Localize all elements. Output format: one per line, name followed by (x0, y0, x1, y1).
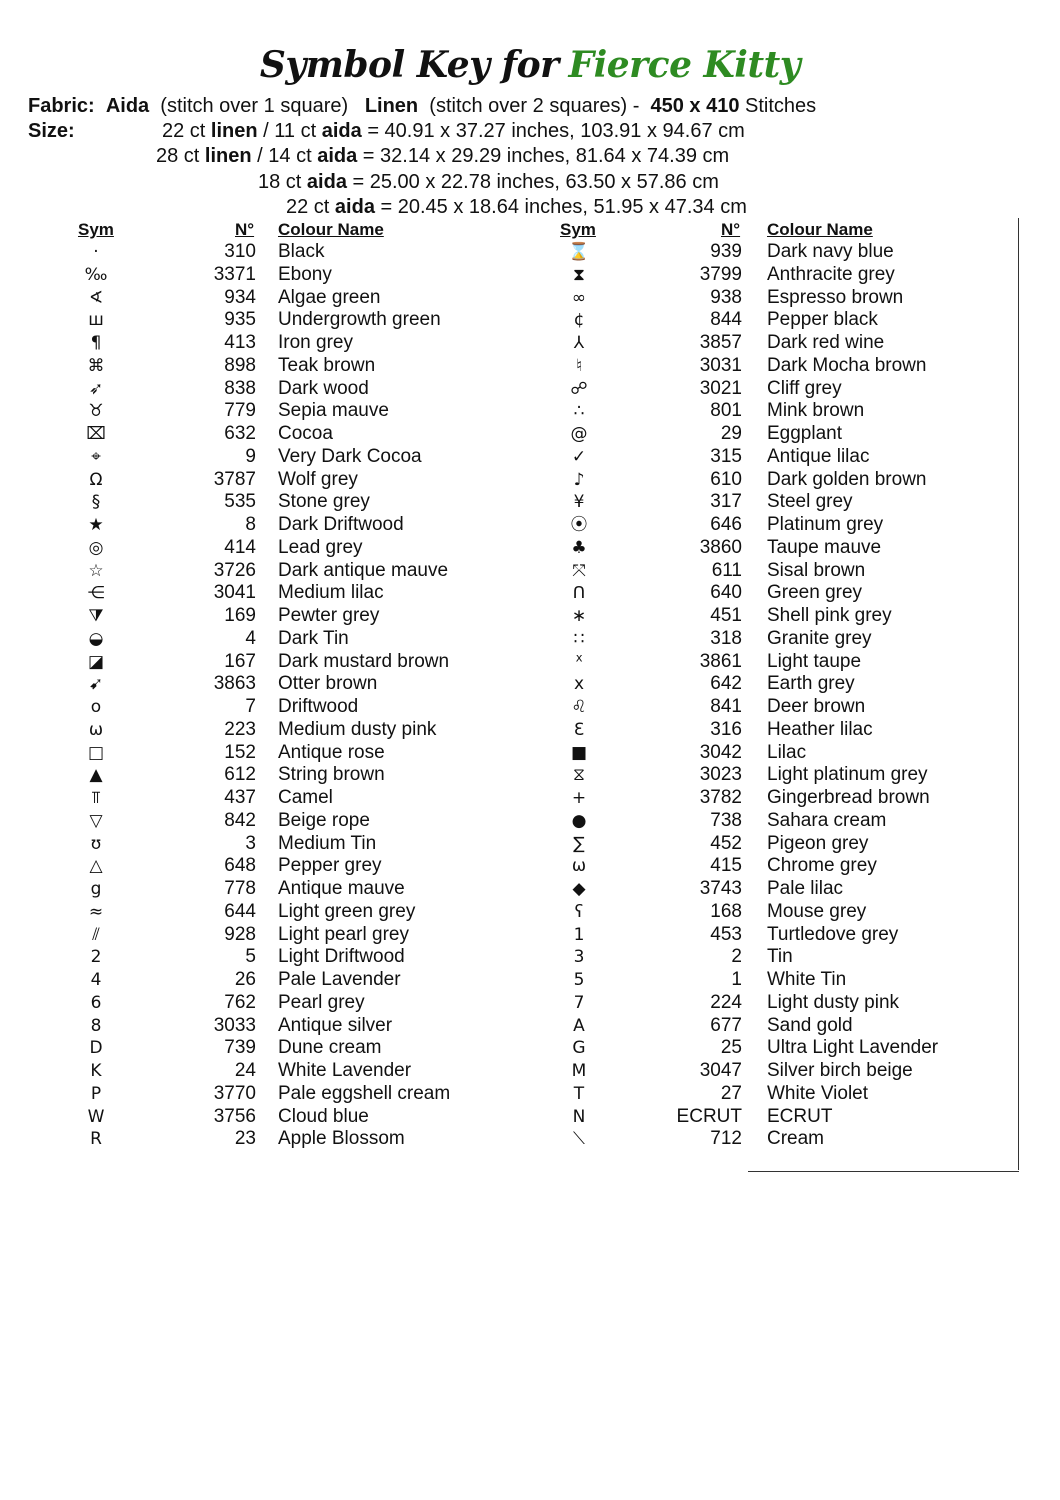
stitch-symbol: ‰ (84, 264, 108, 285)
size-dimensions: = 32.14 x 29.29 inches, 81.64 x 74.39 cm (362, 145, 730, 167)
colour-name: Camel (278, 787, 333, 808)
fabric-linen: Linen (364, 95, 419, 117)
stitch-symbol: ♣ (571, 537, 587, 558)
header-sym-left: Sym (78, 220, 114, 239)
header-name-right: Colour Name (767, 220, 873, 239)
thread-number: 3033 (213, 1014, 256, 1036)
thread-number: 762 (224, 991, 256, 1013)
thread-number: 712 (710, 1128, 742, 1150)
stitch-symbol: ● (571, 810, 587, 831)
colour-name: Platinum grey (767, 514, 884, 535)
stitch-symbol: T (573, 1083, 585, 1104)
colour-name: Tin (767, 946, 793, 968)
colour-name: Turtledove grey (767, 923, 899, 945)
colour-name: Pigeon grey (767, 832, 869, 854)
size-aida: aida (317, 145, 358, 167)
colour-name: Pepper black (767, 309, 878, 331)
stitch-symbol: ★ (88, 515, 104, 535)
stitch-symbol: ⧗ (573, 264, 585, 285)
thread-number: 928 (224, 923, 256, 945)
table-border-right (1018, 218, 1019, 1170)
stitch-symbol: ♮ (575, 355, 583, 376)
colour-name: Chrome grey (767, 855, 877, 877)
stitch-symbol: 3 (573, 947, 585, 968)
thread-number: 648 (224, 855, 256, 877)
thread-number: 27 (720, 1082, 742, 1104)
header-sym-right: Sym (560, 220, 596, 239)
stitch-symbol: ⧖ (573, 765, 585, 786)
stitch-symbol: ш (88, 310, 104, 331)
size-line (286, 195, 747, 219)
size-aida: aida (334, 196, 375, 218)
fabric-aida-note: (stitch over 1 square) (160, 95, 349, 117)
stitch-symbol: ■ (570, 742, 588, 763)
stitch-symbol: ☆ (88, 560, 104, 581)
stitch-symbol: G (572, 1038, 586, 1059)
stitch-symbol: ◪ (87, 651, 105, 672)
stitch-symbol: g (90, 879, 102, 899)
thread-number: 25 (720, 1037, 742, 1059)
thread-number: 4 (245, 627, 256, 649)
colour-name: ECRUT (767, 1105, 833, 1127)
stitch-symbol: 1 (573, 924, 585, 945)
stitch-symbol: Ɛ (573, 719, 585, 740)
stitch-symbol: ⫪ (91, 788, 101, 808)
stitch-symbol: ♌ (571, 697, 587, 717)
colour-name: Apple Blossom (278, 1128, 405, 1150)
thread-number: 310 (224, 241, 256, 262)
thread-number: 738 (710, 809, 742, 831)
size-label: Size: (28, 120, 75, 142)
thread-number: 1 (731, 969, 742, 990)
colour-name: Pale lilac (767, 878, 844, 899)
thread-number: 842 (224, 809, 256, 831)
stitch-symbol: 6 (90, 992, 102, 1013)
colour-name: Pale eggshell cream (278, 1082, 451, 1104)
thread-number: 452 (710, 832, 742, 854)
colour-name: Dark antique mauve (278, 559, 449, 581)
thread-number: ECRUT (676, 1105, 742, 1127)
colour-name: Antique rose (278, 741, 385, 763)
colour-name: Dark Driftwood (278, 514, 404, 535)
thread-number: 3743 (699, 878, 742, 899)
stitch-symbol: ☍ (570, 378, 588, 399)
colour-name: Mink brown (767, 400, 865, 422)
thread-number: 3047 (699, 1060, 742, 1081)
stitch-symbol: ≈ (88, 901, 104, 922)
colour-name: Antique silver (278, 1014, 393, 1036)
colour-name: Dark red wine (767, 332, 885, 353)
stitch-symbol: ¶ (90, 333, 102, 353)
stitch-symbol: ∑ (573, 833, 585, 854)
colour-name: Dune cream (278, 1037, 382, 1059)
colour-name: Light dusty pink (767, 991, 900, 1013)
size-line (258, 170, 719, 194)
size-count: / 14 ct (257, 145, 312, 167)
thread-number: 677 (710, 1014, 742, 1036)
stitch-symbol: P (90, 1083, 102, 1104)
stitch-symbol: ¢ (573, 310, 585, 331)
thread-number: 3031 (699, 354, 742, 376)
stitch-symbol: ∴ (573, 401, 585, 422)
colour-name: Cloud blue (278, 1105, 369, 1127)
colour-name: Ultra Light Lavender (767, 1037, 939, 1059)
colour-name: Ebony (278, 263, 332, 285)
colour-name: Pearl grey (278, 991, 365, 1013)
colour-name: Light green grey (278, 900, 416, 922)
stitch-symbol: ▲ (89, 765, 103, 786)
fabric-line (28, 94, 816, 118)
stitch-symbol: D (89, 1038, 103, 1059)
thread-number: 3770 (213, 1082, 256, 1104)
colour-name: White Lavender (278, 1060, 412, 1081)
fabric-linen-note: (stitch over 2 squares) - (429, 95, 640, 117)
colour-name: Gingerbread brown (767, 787, 930, 808)
thread-number: 3023 (699, 764, 742, 786)
size-dimensions: = 20.45 x 18.64 inches, 51.95 x 47.34 cm (380, 196, 747, 218)
stitch-symbol: ⧩ (88, 606, 104, 626)
stitch-symbol: + (571, 788, 587, 808)
thread-number: 2 (731, 946, 742, 968)
stitch-symbol: ∞ (571, 287, 587, 308)
colour-name: Dark Tin (278, 627, 349, 649)
thread-number: 3799 (699, 263, 742, 285)
stitch-symbol: 7 (573, 992, 585, 1013)
colour-name: Espresso brown (767, 286, 904, 308)
stitch-symbol: ⫽ (92, 924, 100, 945)
thread-number: 223 (224, 718, 256, 740)
colour-name: Lilac (767, 741, 807, 763)
colour-name: Pewter grey (278, 605, 380, 626)
thread-number: 318 (710, 627, 742, 649)
colour-name: Sahara cream (767, 809, 887, 831)
colour-name: Deer brown (767, 696, 866, 717)
colour-name: String brown (278, 764, 385, 786)
colour-name: Antique mauve (278, 878, 405, 899)
pattern-name: Fierce Kitty (568, 44, 801, 86)
stitch-symbol: ✓ (571, 446, 587, 467)
stitch-symbol: ∷ (573, 628, 585, 649)
thread-number: 437 (224, 787, 256, 808)
thread-number: 3787 (213, 468, 256, 490)
thread-number: 415 (710, 855, 742, 877)
thread-number: 167 (224, 650, 256, 672)
stitch-symbol: ᑎ (572, 583, 586, 604)
header-num-left: N° (235, 220, 255, 239)
size-dimensions: = 40.91 x 37.27 inches, 103.91 x 94.67 cm (367, 120, 745, 142)
stitch-symbol: ◆ (572, 879, 586, 899)
stitch-symbol: @ (570, 424, 588, 444)
title-prefix: Symbol Key for (259, 44, 559, 86)
colour-name: Driftwood (278, 696, 359, 717)
stitch-symbol: ¥ (573, 492, 585, 513)
colour-name: Dark golden brown (767, 468, 927, 490)
colour-name: Sepia mauve (278, 400, 389, 422)
stitch-symbol: ⌧ (86, 424, 106, 444)
thread-number: 315 (710, 445, 742, 467)
colour-name: Dark navy blue (767, 241, 894, 262)
stitch-symbol: W (87, 1106, 105, 1127)
thread-number: 935 (224, 309, 256, 331)
thread-number: 316 (710, 718, 742, 740)
thread-number: 317 (710, 491, 742, 513)
thread-number: 3042 (699, 741, 742, 763)
colour-name: Dark mustard brown (278, 650, 450, 672)
colour-name: Lead grey (278, 536, 363, 558)
stitch-symbol: ω (88, 719, 104, 740)
colour-name: White Violet (767, 1082, 869, 1104)
thread-number: 451 (710, 605, 742, 626)
thread-number: 939 (710, 241, 742, 262)
size-linen: linen (204, 145, 252, 167)
colour-name: Heather lilac (767, 718, 873, 740)
stitch-symbol: △ (89, 856, 103, 877)
fabric-aida: Aida (105, 95, 150, 117)
stitch-symbol: ᕁ (574, 651, 584, 672)
colour-name: Pale Lavender (278, 969, 401, 990)
stitch-symbol: § (91, 492, 101, 513)
thread-number: 779 (224, 400, 256, 422)
thread-number: 3860 (699, 536, 742, 558)
header-num-right: N° (721, 220, 741, 239)
colour-name: Stone grey (278, 491, 370, 513)
fabric-label: Fabric: (28, 95, 95, 117)
stitch-symbol: ▽ (89, 810, 103, 831)
thread-number: 453 (710, 923, 742, 945)
stitch-symbol: ʕ (574, 901, 584, 922)
thread-number: 8 (245, 514, 256, 535)
thread-number: 152 (224, 741, 256, 763)
stitch-symbol: ʊ (90, 833, 102, 854)
colour-name: Undergrowth green (278, 309, 441, 331)
stitch-symbol: ➹ (88, 674, 104, 695)
thread-number: 3 (245, 832, 256, 854)
stitch-count: 450 x 410 (650, 95, 740, 117)
colour-name: Sand gold (767, 1014, 853, 1036)
colour-name: Mouse grey (767, 900, 867, 922)
colour-name: Eggplant (767, 423, 843, 444)
stitch-symbol: ⅄ (573, 333, 585, 353)
colour-name: Very Dark Cocoa (278, 445, 422, 467)
stitch-symbol: ♪ (573, 469, 585, 490)
thread-number: 938 (710, 286, 742, 308)
size-aida: aida (321, 120, 362, 142)
thread-number: 642 (710, 673, 742, 695)
thread-number: 224 (710, 991, 742, 1013)
stitch-symbol: Ω (89, 469, 103, 490)
thread-number: 414 (224, 536, 256, 558)
thread-number: 5 (245, 946, 256, 968)
thread-number: 9 (245, 445, 256, 467)
stitch-symbol: ⤧ (572, 560, 586, 581)
thread-number: 3863 (213, 673, 256, 695)
thread-number: 3857 (699, 332, 742, 353)
thread-number: 611 (711, 559, 742, 581)
colour-name: White Tin (767, 969, 847, 990)
thread-number: 610 (710, 468, 742, 490)
thread-number: 3861 (699, 650, 742, 672)
stitch-symbol: ➶ (88, 378, 104, 399)
thread-number: 841 (710, 696, 742, 717)
thread-number: 844 (710, 309, 742, 331)
stitch-symbol: N (572, 1106, 586, 1127)
colour-name: Green grey (767, 582, 863, 604)
stitch-symbol: ◒ (88, 628, 104, 649)
colour-name: Steel grey (767, 491, 853, 513)
colour-name: Dark wood (278, 377, 369, 399)
stitch-symbol: A (573, 1015, 585, 1036)
table-border-bottom (748, 1171, 1019, 1172)
thread-number: 838 (224, 377, 256, 399)
stitch-symbol: ⌛ (568, 242, 590, 262)
colour-name: Teak brown (278, 354, 376, 376)
thread-number: 801 (710, 400, 742, 422)
stitch-symbol: 8 (90, 1015, 102, 1036)
stitch-label: Stitches (745, 95, 817, 117)
stitch-symbol: ◎ (88, 537, 104, 558)
colour-name: Light Driftwood (278, 946, 405, 968)
thread-number: 26 (234, 969, 256, 990)
size-dimensions: = 25.00 x 22.78 inches, 63.50 x 57.86 cm (352, 171, 719, 193)
colour-name: Medium dusty pink (278, 718, 437, 740)
stitch-symbol: ⌘ (87, 355, 105, 376)
colour-name: Antique lilac (767, 445, 870, 467)
stitch-symbol: □ (87, 742, 105, 763)
thread-number: 3021 (699, 377, 742, 399)
colour-name: Light taupe (767, 650, 862, 672)
colour-name: Sisal brown (767, 559, 866, 581)
page-title (0, 44, 1060, 86)
header-name-left: Colour Name (278, 220, 384, 239)
size-aida: aida (306, 171, 347, 193)
thread-number: 3782 (699, 787, 742, 808)
colour-name: Beige rope (278, 809, 370, 831)
colour-name: Cliff grey (767, 377, 842, 399)
stitch-symbol: x (573, 674, 585, 695)
thread-number: 169 (224, 605, 256, 626)
stitch-symbol: ⦿ (570, 515, 588, 535)
thread-number: 3726 (213, 559, 256, 581)
thread-number: 934 (224, 286, 256, 308)
size-count: 22 ct (162, 120, 206, 142)
stitch-symbol: ⌖ (91, 446, 101, 467)
stitch-symbol: ⟍ (573, 1129, 585, 1150)
colour-name: Light pearl grey (278, 923, 409, 945)
colour-name: Medium Tin (278, 832, 377, 854)
thread-number: 644 (224, 900, 256, 922)
thread-number: 646 (710, 514, 742, 535)
stitch-symbol: · (93, 242, 99, 262)
stitch-symbol: ⋲ (87, 583, 105, 604)
thread-number: 640 (710, 582, 742, 604)
colour-name: Dark Mocha brown (767, 354, 927, 376)
colour-name: Otter brown (278, 673, 378, 695)
stitch-symbol: ω (571, 856, 587, 877)
colour-name: Anthracite grey (767, 263, 895, 285)
colour-name: Silver birch beige (767, 1060, 913, 1081)
colour-name: Iron grey (278, 332, 353, 353)
thread-number: 24 (234, 1060, 256, 1081)
colour-name: Black (278, 241, 325, 262)
thread-number: 3756 (213, 1105, 256, 1127)
size-count: 18 ct (258, 171, 302, 193)
stitch-symbol: K (90, 1061, 102, 1081)
colour-name: Wolf grey (278, 468, 358, 490)
thread-number: 168 (710, 900, 742, 922)
thread-number: 535 (224, 491, 256, 513)
size-count: 22 ct (286, 196, 330, 218)
stitch-symbol: 2 (90, 947, 102, 968)
thread-number: 29 (720, 423, 742, 444)
thread-number: 612 (224, 764, 256, 786)
thread-number: 778 (224, 878, 256, 899)
colour-name: Medium lilac (278, 582, 384, 604)
thread-number: 23 (234, 1128, 256, 1150)
stitch-symbol: 5 (573, 970, 585, 990)
stitch-symbol: ♉ (88, 401, 104, 422)
stitch-symbol: ∢ (88, 287, 104, 308)
size-line (156, 144, 729, 168)
colour-name: Cocoa (278, 423, 333, 444)
colour-name: Light platinum grey (767, 764, 928, 786)
stitch-symbol: 4 (90, 970, 102, 990)
size-linen: linen (210, 120, 258, 142)
stitch-symbol: ∗ (571, 606, 587, 626)
size-count: / 11 ct (263, 120, 317, 142)
stitch-symbol: o (90, 697, 102, 717)
thread-number: 632 (224, 423, 256, 444)
thread-number: 413 (224, 332, 256, 353)
thread-number: 739 (224, 1037, 256, 1059)
size-count: 28 ct (156, 145, 200, 167)
thread-number: 3371 (213, 263, 256, 285)
colour-name: Taupe mauve (767, 536, 882, 558)
thread-number: 7 (245, 696, 256, 717)
colour-name: Algae green (278, 286, 381, 308)
stitch-symbol: R (90, 1129, 102, 1150)
size-line (162, 119, 745, 143)
colour-name: Pepper grey (278, 855, 382, 877)
colour-name: Earth grey (767, 673, 855, 695)
thread-number: 898 (224, 354, 256, 376)
colour-name: Granite grey (767, 627, 872, 649)
colour-name: Cream (767, 1128, 825, 1150)
thread-number: 3041 (213, 582, 256, 604)
colour-name: Shell pink grey (767, 605, 892, 626)
stitch-symbol: M (571, 1061, 587, 1081)
